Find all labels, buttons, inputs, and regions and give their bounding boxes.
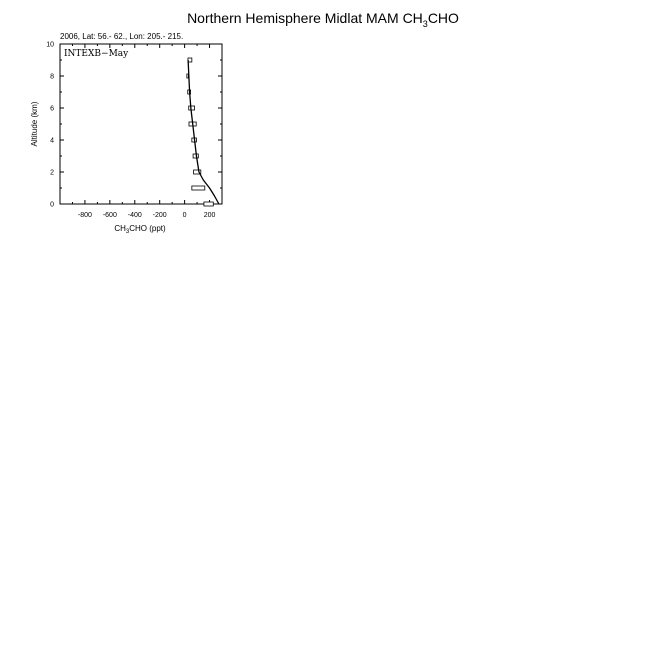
x-tick-label: -400 xyxy=(127,212,142,219)
range-box xyxy=(204,202,213,206)
y-tick-label: 10 xyxy=(46,41,54,49)
range-box xyxy=(187,74,188,78)
x-tick-label: 0 xyxy=(182,212,187,219)
x-tick-label: -600 xyxy=(102,212,117,219)
y-tick-label: 0 xyxy=(50,201,54,209)
y-axis-label: Altitude (km) xyxy=(30,101,39,147)
chart-subtitle: 2006, Lat: 56.- 62., Lon: 205.- 215. xyxy=(60,32,184,41)
chart-title: Northern Hemisphere Midlat MAM $CH_3CHO$ xyxy=(187,10,459,29)
x-tick-label: -800 xyxy=(77,212,92,219)
x-tick-label: -200 xyxy=(152,212,167,219)
y-tick-label: 2 xyxy=(50,169,54,177)
y-tick-label: 8 xyxy=(50,73,54,81)
y-tick-label: 6 xyxy=(50,105,54,113)
x-tick-label: 200 xyxy=(203,212,216,219)
y-tick-label: 4 xyxy=(50,137,54,145)
range-box xyxy=(192,186,205,190)
x-axis-label: $CH_3CHO$ (ppt) xyxy=(114,224,166,235)
campaign-label: INTEXB−May xyxy=(64,49,129,59)
